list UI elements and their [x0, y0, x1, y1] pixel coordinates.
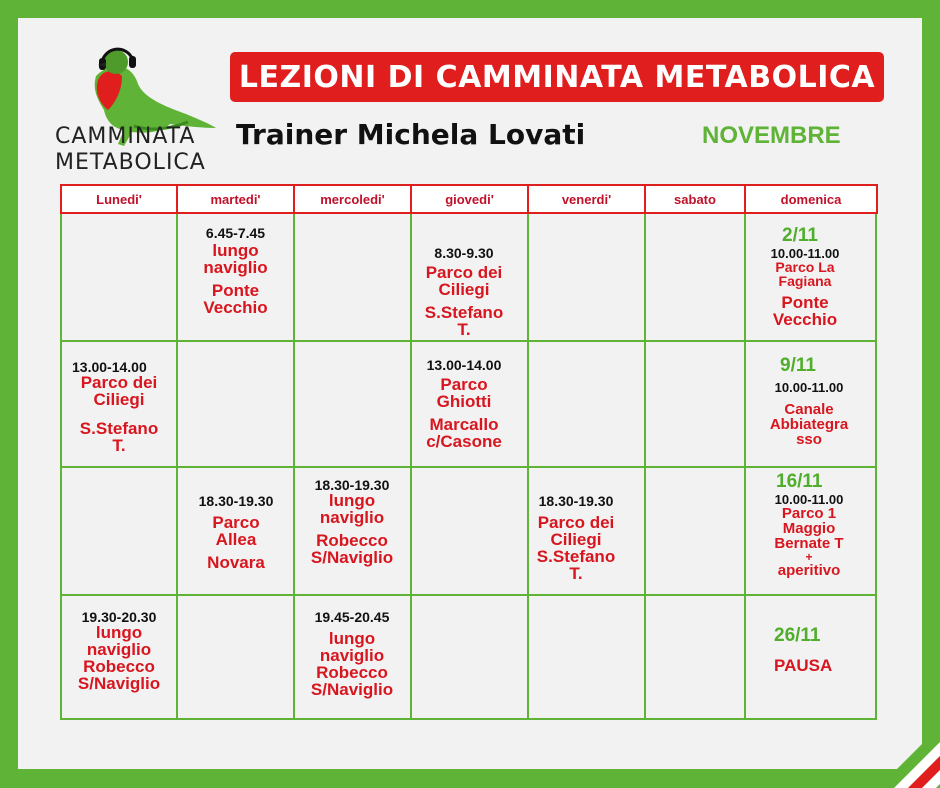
session-place: naviglio	[203, 258, 268, 277]
session-place: Parco dei	[537, 513, 615, 532]
session-cell	[524, 494, 628, 582]
session-location: Ponte	[781, 293, 829, 312]
day-header-mercoledi: mercoledi'	[293, 184, 412, 214]
session-location: S/Naviglio	[77, 674, 161, 693]
session-location: S.Stefano	[536, 547, 616, 566]
session-time: 18.30-19.30	[314, 477, 390, 493]
session-place: Parco dei	[425, 263, 503, 282]
session-location: S/Naviglio	[310, 680, 394, 699]
session-place: Parco	[440, 375, 488, 394]
session-cell	[296, 478, 408, 566]
session-location: Ponte	[211, 281, 260, 300]
day-header-domenica: domenica	[744, 184, 878, 214]
session-cell	[62, 610, 176, 692]
day-header-martedi: martedi'	[176, 184, 295, 214]
trainer-name: Trainer Michela Lovati	[236, 118, 586, 151]
session-date: 26/11	[774, 625, 821, 646]
session-place: Canale	[784, 401, 834, 418]
session-extra: aperitivo	[777, 562, 841, 579]
session-cell	[294, 610, 410, 698]
session-location: S.Stefano	[79, 419, 159, 438]
session-date: 16/11	[776, 471, 823, 492]
session-time: 6.45-7.45	[205, 225, 266, 241]
session-location: Robecco	[83, 657, 155, 676]
logo-text-line2: METABOLICA	[55, 150, 206, 175]
session-place: naviglio	[86, 640, 152, 659]
session-time: 19.30-20.30	[81, 609, 157, 625]
session-place: Maggio	[782, 520, 836, 537]
session-place: Parco La	[775, 259, 835, 275]
session-cell	[412, 246, 516, 338]
session-place: Parco	[212, 513, 260, 532]
session-place: Parco dei	[80, 373, 158, 392]
session-location: Robecco	[316, 531, 388, 550]
session-place: Ciliegi	[550, 530, 602, 549]
grid-line	[60, 718, 877, 720]
session-location: T.	[112, 436, 126, 455]
session-place: Fagiana	[778, 273, 832, 289]
session-date: 9/11	[780, 355, 816, 376]
session-location: T.	[569, 564, 583, 583]
session-location: Vecchio	[203, 298, 268, 317]
session-place: Ghiotti	[436, 392, 492, 411]
session-place: lungo	[328, 629, 376, 648]
session-time: 18.30-19.30	[198, 493, 274, 509]
session-cell	[178, 226, 293, 316]
grid-line	[60, 340, 877, 342]
session-place: naviglio	[319, 646, 385, 665]
session-place: Ciliegi	[93, 390, 145, 409]
day-header-venerdi: venerdi'	[527, 184, 646, 214]
session-cell	[760, 626, 860, 674]
session-cell	[62, 360, 176, 454]
session-cell	[412, 358, 516, 450]
page-title: LEZIONI DI CAMMINATA METABOLICA	[230, 52, 884, 102]
session-time: 13.00-14.00	[72, 359, 147, 375]
session-time: 8.30-9.30	[434, 245, 494, 261]
session-cell	[750, 226, 860, 328]
session-place: sso	[796, 431, 822, 448]
session-time: 18.30-19.30	[538, 493, 614, 509]
session-place: naviglio	[319, 508, 385, 527]
grid-line	[60, 594, 877, 596]
day-header-lunedi: Lunedi'	[60, 184, 178, 214]
session-extra: +	[805, 550, 813, 564]
session-place: Ciliegi	[438, 280, 490, 299]
session-note: PAUSA	[774, 656, 833, 675]
day-header-giovedi: giovedi'	[410, 184, 529, 214]
logo-text-line1: CAMMINATA	[55, 124, 196, 149]
session-location: Vecchio	[772, 310, 838, 329]
session-place: lungo	[328, 491, 376, 510]
session-time: 10.00-11.00	[774, 492, 844, 507]
session-location: S/Naviglio	[310, 548, 394, 567]
session-time: 13.00-14.00	[426, 357, 502, 373]
day-header-sabato: sabato	[644, 184, 746, 214]
session-place: Abbiategra	[769, 416, 849, 433]
session-location: S.Stefano	[424, 303, 504, 322]
session-time: 10.00-11.00	[770, 246, 840, 261]
session-cell	[748, 356, 870, 447]
grid-line	[60, 466, 877, 468]
month-label: NOVEMBRE	[702, 122, 841, 149]
session-location: c/Casone	[426, 432, 502, 451]
session-cell	[748, 472, 870, 578]
schedule-grid	[60, 214, 877, 720]
session-location: T.	[457, 320, 471, 339]
session-location: Novara	[207, 553, 265, 572]
session-location: Marcallo	[429, 415, 499, 434]
session-place: lungo	[95, 623, 143, 642]
session-time: 19.45-20.45	[314, 609, 390, 625]
session-place: Allea	[215, 530, 257, 549]
session-date: 2/11	[782, 225, 818, 246]
session-place: Parco 1	[781, 505, 837, 522]
session-location: Bernate T	[774, 535, 844, 552]
session-location: Robecco	[316, 663, 388, 682]
session-place: lungo	[212, 241, 259, 260]
session-time: 10.00-11.00	[774, 380, 844, 395]
session-cell	[180, 494, 292, 571]
